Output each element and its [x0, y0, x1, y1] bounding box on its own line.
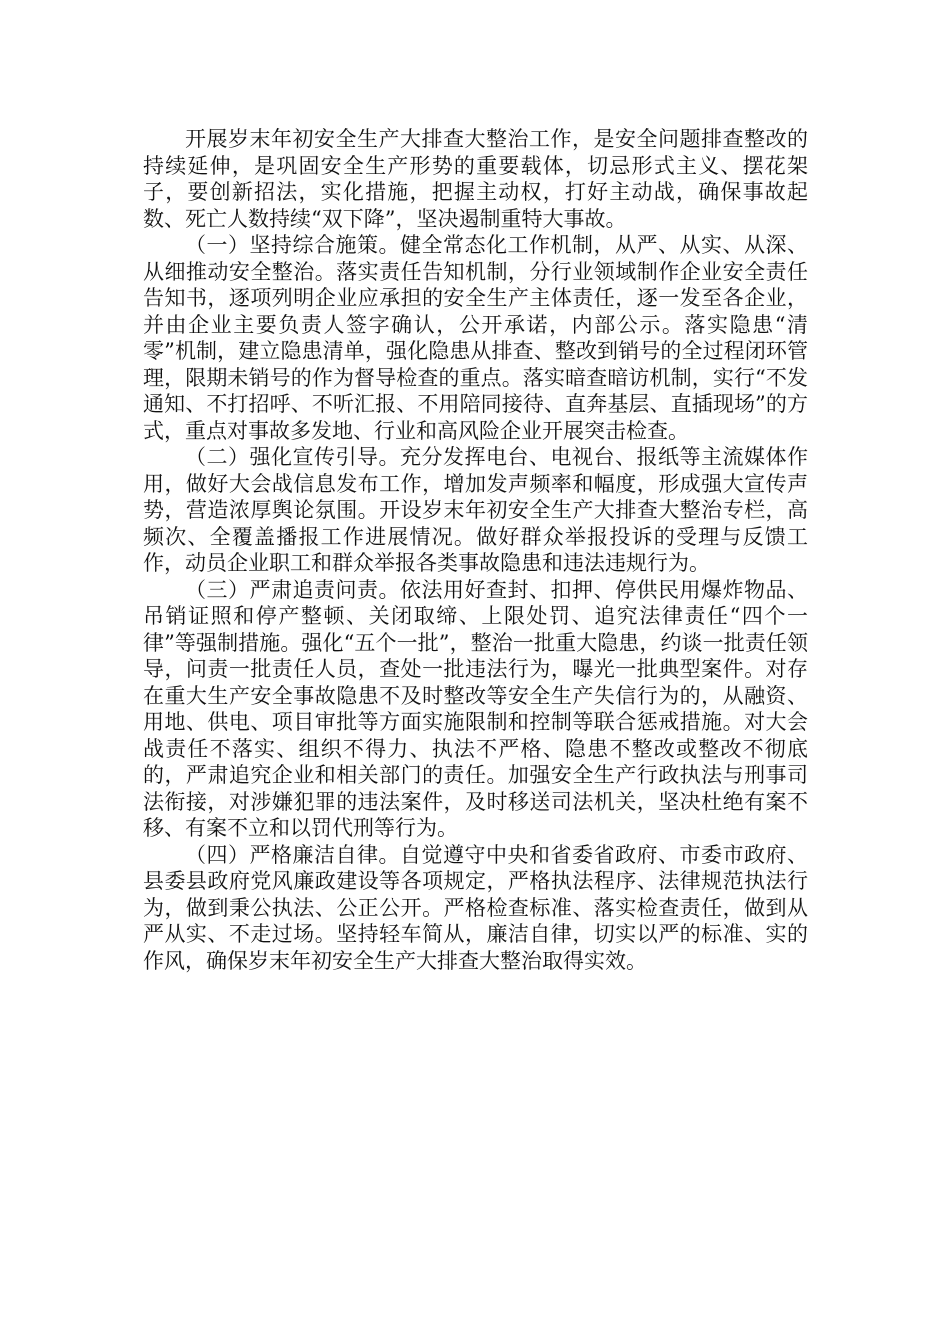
paragraph-section-4: （四）严格廉洁自律。自觉遵守中央和省委省政府、市委市政府、县委县政府党风廉政建设等各项规定，严格执法程序、法律规范执法行为，做到秉公执法、公正公开。严格检查标准、落实检查责任，做到从严从实、不走过场。坚持轻车简从，廉洁自律，切实以严的标准、实的作风，确保岁末年初安全生产大排查大整治取得实效。 — [143, 842, 808, 973]
paragraph-section-3: （三）严肃追责问责。依法用好查封、扣押、停供民用爆炸物品、吊销证照和停产整顿、关闭取缔、上限处罚、追究法律责任“四个一律”等强制措施。强化“五个一批”，整治一批重大隐患，约谈一批责任领导，问责一批责任人员，查处一批违法行为，曝光一批典型案件。对存在重大生产安全事故隐患不及时整改等安全生产失信行为的，从融资、用地、供电、项目审批等方面实施限制和控制等联合惩戒措施。对大会战责任不落实、组织不得力、执法不严格、隐患不整改或整改不彻底的，严肃追究企业和相关部门的责任。加强安全生产行政执法与刑事司法衔接，对涉嫌犯罪的违法案件，及时移送司法机关，坚决杜绝有案不移、有案不立和以罚代刑等行为。 — [143, 577, 808, 840]
paragraph-intro: 开展岁末年初安全生产大排查大整治工作，是安全问题排查整改的持续延伸，是巩固安全生产形势的重要载体，切忌形式主义、摆花架子，要创新招法，实化措施，把握主动权，打好主动战，确保事故起数、死亡人数持续“双下降”，坚决遏制重特大事故。 — [143, 127, 808, 231]
paragraph-section-1: （一）坚持综合施策。健全常态化工作机制，从严、从实、从深、从细推动安全整治。落实责任告知机制，分行业领域制作企业安全责任告知书，逐项列明企业应承担的安全生产主体责任，逐一发至各企业，并由企业主要负责人签字确认，公开承诺，内部公示。落实隐患“清零”机制，建立隐患清单，强化隐患从排查、整改到销号的全过程闭环管理，限期未销号的作为督导检查的重点。落实暗查暗访机制，实行“不发通知、不打招呼、不听汇报、不用陪同接待、直奔基层、直插现场”的方式，重点对事故多发地、行业和高风险企业开展突击检查。 — [143, 233, 808, 443]
document-body — [143, 126, 808, 974]
paragraph-section-2: （二）强化宣传引导。充分发挥电台、电视台、报纸等主流媒体作用，做好大会战信息发布工作，增加发声频率和幅度，形成强大宣传声势，营造浓厚舆论氛围。开设岁末年初安全生产大排查大整治专栏，高频次、全覆盖播报工作进展情况。做好群众举报投诉的受理与反馈工作，动员企业职工和群众举报各类事故隐患和违法违规行为。 — [143, 445, 808, 575]
